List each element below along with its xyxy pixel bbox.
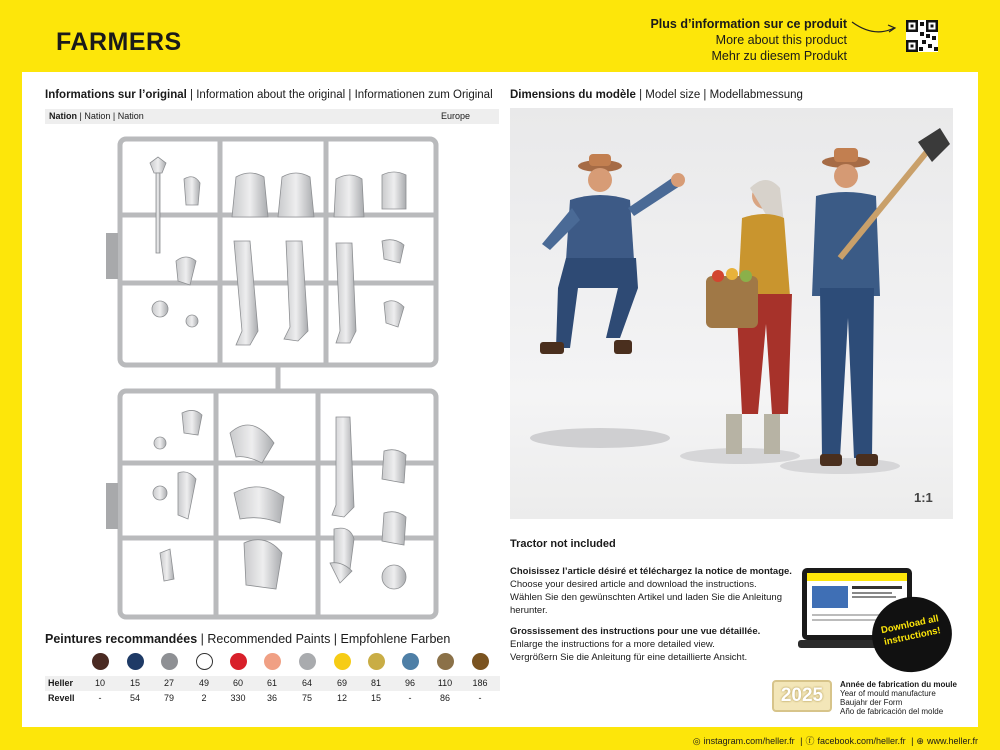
- revell-paint-code: 2: [201, 693, 207, 703]
- enlarge-fr: Grossissement des instructions pour une vue détaillée.: [510, 626, 761, 637]
- paint-swatch: [92, 653, 109, 670]
- heller-paint-code: 15: [129, 678, 140, 688]
- web-icon: ⊕: [916, 736, 924, 746]
- heller-row: [45, 676, 500, 691]
- facebook-icon: ⓕ: [805, 736, 815, 746]
- product-photo: [510, 108, 953, 519]
- qr-code-icon[interactable]: [906, 20, 938, 52]
- paint-swatch: [299, 653, 316, 670]
- instagram-icon: ◎: [692, 736, 701, 746]
- heller-paint-code: 61: [266, 678, 277, 688]
- heller-paint-code: 96: [404, 678, 415, 688]
- revell-label: Revell: [48, 693, 75, 703]
- revell-paint-code: 75: [301, 693, 312, 703]
- mould-year-label: Année de fabrication du moule Year of mould manufacture Baujahr der Form Año de fabricación del molde: [840, 680, 957, 716]
- revell-paint-code: -: [408, 693, 412, 703]
- facebook-link[interactable]: facebook.com/heller.fr: [817, 736, 906, 746]
- arrow-icon: [850, 18, 898, 40]
- seated-farmer-figure: [540, 154, 685, 354]
- social-links: ◎ instagram.com/heller.fr | ⓕ facebook.com/heller.fr | ⊕ www.heller.fr: [692, 736, 978, 746]
- nation-row: [45, 109, 499, 124]
- choose-de: Wählen Sie den gewünschten Artikel und laden Sie die Anleitung herunter.: [510, 592, 782, 616]
- paint-swatch: [334, 653, 351, 670]
- choose-instructions: [510, 565, 800, 617]
- choose-fr: Choisissez l’article désiré et téléchargez la notice de montage.: [510, 566, 792, 577]
- heller-paint-code: 81: [370, 678, 381, 688]
- revell-paint-code: 330: [230, 693, 246, 703]
- original-info-heading: Informations sur l’original | Information about the original | Informationen zum Original: [45, 89, 493, 101]
- heller-paint-code: 64: [301, 678, 312, 688]
- heller-paint-code: 110: [437, 678, 453, 688]
- paint-swatch: [472, 653, 489, 670]
- nation-value: Europe: [441, 111, 471, 121]
- revell-paint-code: -: [98, 693, 102, 703]
- scale-label: 1:1: [914, 490, 933, 505]
- revell-paint-code: 36: [266, 693, 277, 703]
- instagram-link[interactable]: instagram.com/heller.fr: [703, 736, 795, 746]
- revell-paint-code: 86: [439, 693, 450, 703]
- more-info-link[interactable]: [650, 16, 847, 64]
- paints-heading: Peintures recommandées | Recommended Paints | Empfohlene Farben: [45, 632, 451, 646]
- paint-table: [45, 676, 500, 706]
- heller-paint-code: 27: [163, 678, 174, 688]
- heller-paint-code: 186: [472, 678, 488, 688]
- standing-farmer-figure: [812, 128, 950, 466]
- more-info-de: Mehr zu diesem Produkt: [711, 49, 847, 63]
- heller-label: Heller: [48, 678, 74, 688]
- mould-year-badge: 2025: [772, 680, 832, 712]
- tractor-note: Tractor not included: [510, 538, 616, 550]
- revell-paint-code: 12: [336, 693, 347, 703]
- revell-row: [45, 691, 500, 706]
- revell-paint-code: 79: [163, 693, 174, 703]
- paint-swatch: [402, 653, 419, 670]
- download-instructions-badge[interactable]: Download all instructions!: [865, 590, 959, 680]
- paint-swatch: [264, 653, 281, 670]
- heller-paint-code: 49: [198, 678, 209, 688]
- paint-swatch: [437, 653, 454, 670]
- revell-paint-code: 54: [129, 693, 140, 703]
- paint-swatch: [196, 653, 213, 670]
- web-link[interactable]: www.heller.fr: [926, 736, 978, 746]
- enlarge-de: Vergrößern Sie die Anleitung für eine detaillierte Ansicht.: [510, 652, 748, 663]
- heller-paint-code: 60: [232, 678, 243, 688]
- heller-paint-code: 10: [94, 678, 105, 688]
- paint-swatch: [368, 653, 385, 670]
- revell-paint-code: -: [478, 693, 482, 703]
- nation-label: Nation: [49, 111, 77, 121]
- paint-swatch: [127, 653, 144, 670]
- nation-label-translations: | Nation | Nation: [77, 111, 144, 121]
- enlarge-en: Enlarge the instructions for a more detailed view.: [510, 639, 715, 650]
- enlarge-instructions: [510, 625, 800, 664]
- more-info-fr: Plus d’information sur ce produit: [650, 17, 847, 31]
- revell-paint-code: 15: [370, 693, 381, 703]
- woman-figure: [706, 180, 792, 454]
- heller-paint-code: 69: [336, 678, 347, 688]
- product-title: FARMERS: [56, 28, 182, 56]
- sprue-illustration: [104, 133, 444, 623]
- paint-swatch: [230, 653, 247, 670]
- paint-swatch: [161, 653, 178, 670]
- choose-en: Choose your desired article and download the instructions.: [510, 579, 757, 590]
- model-size-heading: Dimensions du modèle | Model size | Modellabmessung: [510, 89, 803, 101]
- more-info-en: More about this product: [715, 33, 847, 47]
